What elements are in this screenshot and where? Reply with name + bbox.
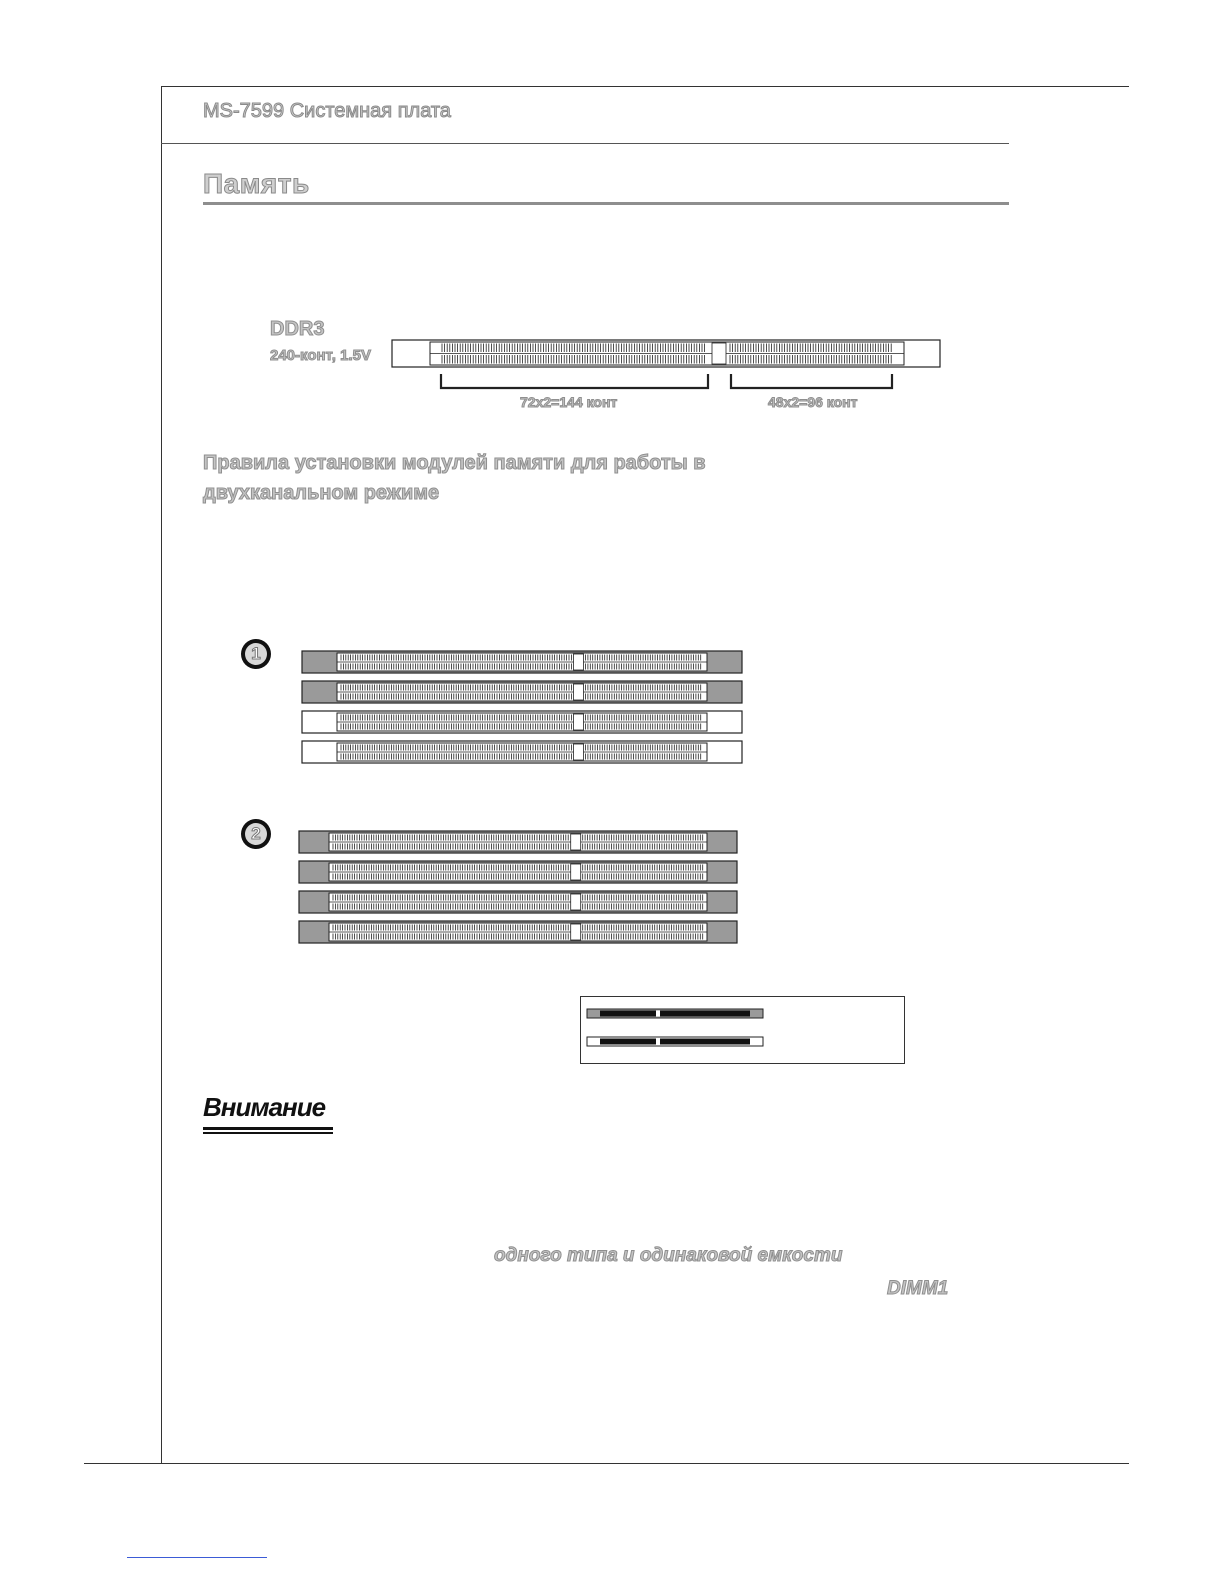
legend-slot-connector — [600, 1011, 750, 1017]
slot-key-notch — [571, 894, 581, 910]
config-2-slot-4 — [299, 921, 737, 943]
reference-key-notch — [712, 343, 726, 364]
legend-slot-notch — [656, 1039, 660, 1045]
config-2-slot-3 — [299, 891, 737, 913]
slot-key-notch — [574, 684, 584, 700]
dual-channel-rules-heading: Правила установки модулей памяти для работы в двухканальном режиме — [203, 452, 706, 504]
config-2-number: 2 — [245, 823, 267, 845]
slot-key-notch — [571, 924, 581, 940]
config-1-slot-4 — [302, 741, 742, 763]
legend-slot-notch — [656, 1011, 660, 1017]
slot-key-notch — [571, 834, 581, 850]
slot-key-notch — [571, 864, 581, 880]
section-title: Память — [203, 168, 310, 199]
ddr-type-label: DDR3 — [270, 318, 325, 340]
config-2-slot-1 — [299, 831, 737, 853]
pin-count-right-label: 48x2=96 конт — [768, 394, 858, 410]
pin-count-left-label: 72x2=144 конт — [520, 394, 618, 410]
slot-key-notch — [574, 654, 584, 670]
legend-slot-connector — [600, 1039, 750, 1045]
config-1-slot-1 — [302, 651, 742, 673]
config-2-slot-2 — [299, 861, 737, 883]
page-header-title: MS-7599 Системная плата — [203, 100, 451, 122]
config-1-slot-3 — [302, 711, 742, 733]
ddr-spec-label: 240-конт, 1.5V — [270, 347, 371, 364]
config-1-slot-2 — [302, 681, 742, 703]
slot-key-notch — [574, 714, 584, 730]
config-1-number: 1 — [245, 643, 267, 665]
legend-empty-slot — [587, 1037, 763, 1046]
pin-group-bracket-left — [441, 374, 708, 388]
legend-installed-slot — [587, 1009, 763, 1018]
ddr3-reference-slot — [392, 340, 940, 367]
note-emphasis-dimm1: DIMM1 — [887, 1278, 949, 1299]
pin-group-bracket-right — [731, 374, 892, 388]
attention-heading: Внимание — [203, 1092, 326, 1122]
note-emphasis-same-type: одного типа и одинаковой емкости — [494, 1245, 843, 1266]
slot-key-notch — [574, 744, 584, 760]
